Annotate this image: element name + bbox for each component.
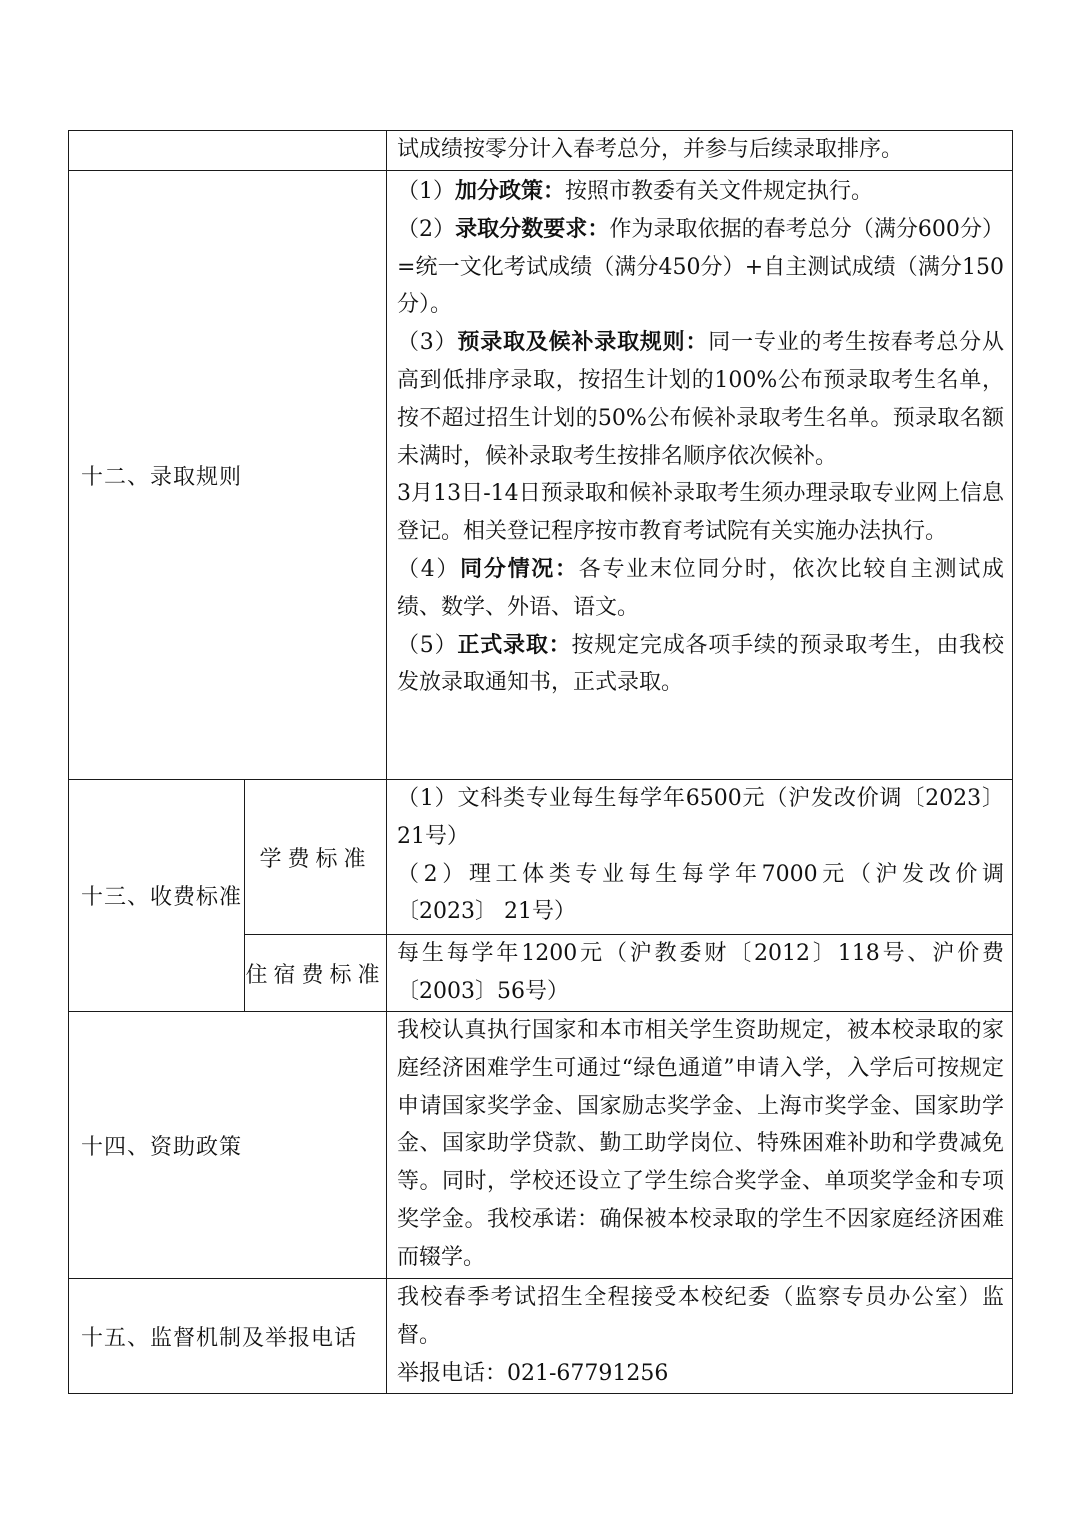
list-item: （1）加分政策：按照市教委有关文件规定执行。 (397, 178, 874, 204)
tuition-content (387, 780, 1013, 935)
housing-content (387, 935, 1013, 1012)
list-item: 我校春季考试招生全程接受本校纪委（监察专员办公室）监督。 (397, 1285, 1004, 1348)
housing-label: 住宿费标准 (245, 935, 387, 1012)
list-item: （1）文科类专业每生每学年6500元（沪发改价调〔2023〕 21号） (397, 786, 1004, 849)
table-row (69, 780, 1013, 935)
table-row (69, 1012, 1013, 1279)
aid-text: 我校认真执行国家和本市相关学生资助规定，被本校录取的家庭经济困难学生可通过“绿色通道”申请入学，入学后可按规定申请国家奖学金、国家励志奖学金、上海市奖学金、国家助学金、国家助学贷款、勤工助学岗位、特殊困难补助和学费减免等。同时，学校还设立了学生综合奖学金、单项奖学金和专项奖学金。我校承诺：确保被本校录取的学生不因家庭经济困难而辍学。 (397, 1018, 1004, 1270)
list-item: （2）录取分数要求：作为录取依据的春考总分（满分600分）=统一文化考试成绩（满分450分）+自主测试成绩（满分150分）。 (397, 215, 1004, 318)
admission-info-table (68, 130, 1013, 1394)
housing-text: 每生每学年1200元（沪教委财〔2012〕118号、沪价费〔2003〕56号） (397, 941, 1004, 1004)
table-row (69, 1279, 1013, 1394)
list-item: 3月13日-14日预录取和候补录取考生须办理录取专业网上信息登记。相关登记程序按市教育考试院有关实施办法执行。 (397, 481, 1004, 545)
admission-rules-content (387, 171, 1013, 780)
report-phone: 举报电话：021-67791256 (397, 1360, 669, 1386)
empty-label-cell (69, 131, 387, 171)
list-item: （3）预录取及候补录取规则：同一专业的考生按春考总分从高到低排序录取，按招生计划的100%公布预录取考生名单，按不超过招生计划的50%公布候补录取考生名单。预录取名额未满时，候补录取考生按排名顺序依次候补。 (397, 329, 1004, 469)
content-cell (387, 131, 1013, 171)
carry-over-text: 试成绩按零分计入春考总分，并参与后续录取排序。 (397, 137, 904, 162)
section-label-fees: 十三、收费标准 (69, 780, 245, 1012)
list-item: （4）同分情况：各专业末位同分时，依次比较自主测试成绩、数学、外语、语文。 (397, 555, 1004, 620)
list-item: （5）正式录取：按规定完成各项手续的预录取考生，由我校发放录取通知书，正式录取。 (397, 631, 1004, 696)
section-label-supervision: 十五、监督机制及举报电话 (69, 1279, 387, 1394)
aid-content (387, 1012, 1013, 1279)
table-row (69, 131, 1013, 171)
table-row (69, 171, 1013, 780)
section-label-admission: 十二、录取规则 (69, 171, 387, 780)
tuition-label: 学费标准 (245, 780, 387, 935)
supervision-content (387, 1279, 1013, 1394)
list-item: （2）理工体类专业每生每学年7000元（沪发改价调〔2023〕 21号） (397, 861, 1004, 925)
section-label-aid: 十四、资助政策 (69, 1012, 387, 1279)
